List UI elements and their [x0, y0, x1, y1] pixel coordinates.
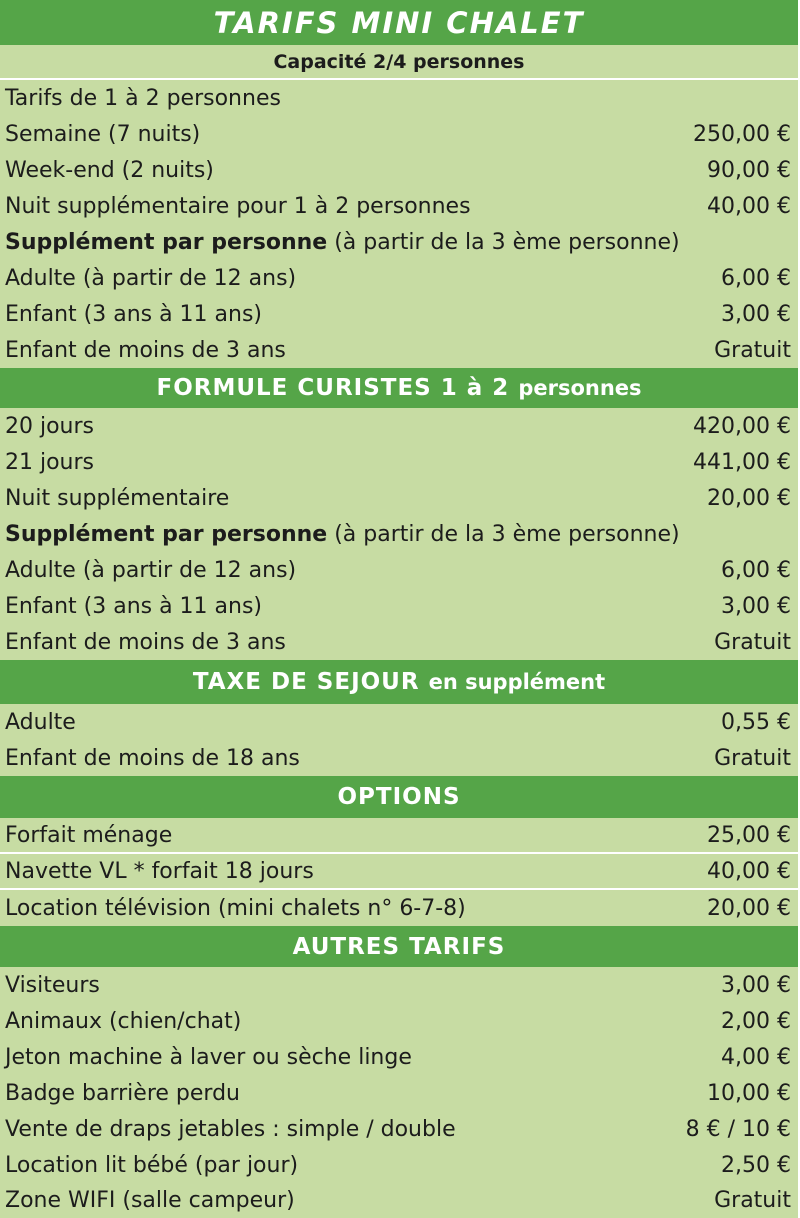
table-row [0, 116, 798, 152]
row-label: Location lit bébé (par jour) [5, 1152, 299, 1178]
row-label: Forfait ménage [5, 822, 173, 848]
row-label: Adulte [5, 709, 76, 735]
table-row [0, 260, 798, 296]
table-row [0, 152, 798, 188]
section-header-taxe [0, 660, 798, 704]
row-price: 6,00 € [721, 265, 791, 291]
table-row [0, 1003, 798, 1039]
row-label: Zone WIFI (salle campeur) [5, 1188, 295, 1213]
table-row [0, 704, 798, 740]
supplement-label [5, 230, 680, 255]
row-price: 20,00 € [707, 485, 791, 511]
table-row [0, 188, 798, 224]
table-row [0, 1147, 798, 1183]
row-price: Gratuit [714, 337, 791, 363]
row-price: 20,00 € [707, 895, 791, 921]
supplement-row [0, 516, 798, 552]
table-row [0, 967, 798, 1003]
row-label: 21 jours [5, 449, 95, 475]
table-row [0, 854, 798, 890]
row-label: 20 jours [5, 413, 95, 439]
table-row [0, 444, 798, 480]
row-label: Enfant de moins de 3 ans [5, 629, 286, 655]
row-price: 2,50 € [721, 1152, 791, 1178]
row-label: Enfant de moins de 3 ans [5, 337, 286, 363]
row-label: Nuit supplémentaire [5, 485, 230, 511]
supplement-row [0, 224, 798, 260]
row-price: 4,00 € [721, 1044, 791, 1070]
row-price: 6,00 € [721, 557, 791, 583]
supplement-label [5, 522, 680, 547]
page-title: TARIFS MINI CHALET [0, 0, 798, 45]
row-label: Animaux (chien/chat) [5, 1008, 242, 1034]
row-label: Enfant de moins de 18 ans [5, 745, 300, 771]
row-price: 8 € / 10 € [685, 1116, 791, 1142]
table-row [0, 740, 798, 776]
section-header-options: OPTIONS [0, 776, 798, 818]
table-row [0, 296, 798, 332]
row-price: 3,00 € [721, 301, 791, 327]
table-row [0, 1075, 798, 1111]
row-price: 10,00 € [707, 1080, 791, 1106]
row-label: Navette VL * forfait 18 jours [5, 858, 314, 884]
section-title: TAXE DE SEJOUR [192, 669, 429, 695]
row-price: 90,00 € [707, 157, 791, 183]
table-row [0, 408, 798, 444]
base-rate-label: Tarifs de 1 à 2 personnes [5, 85, 281, 111]
supplement-bold: Supplément par personne [5, 521, 328, 547]
row-label: Adulte (à partir de 12 ans) [5, 557, 297, 583]
row-price: Gratuit [714, 1188, 791, 1213]
section-title-suffix: en supplément [428, 670, 606, 694]
supplement-note: (à partir de la 3 ème personne) [327, 521, 680, 547]
row-price: Gratuit [714, 745, 791, 771]
base-rate-label-row [0, 80, 798, 116]
row-label: Enfant (3 ans à 11 ans) [5, 593, 263, 619]
row-price: 40,00 € [707, 193, 791, 219]
capacity-label: Capacité 2/4 personnes [0, 45, 798, 80]
row-label: Adulte (à partir de 12 ans) [5, 265, 297, 291]
section-title-suffix: personnes [518, 376, 642, 400]
row-price: 3,00 € [721, 593, 791, 619]
row-label: Enfant (3 ans à 11 ans) [5, 301, 263, 327]
row-label: Week-end (2 nuits) [5, 157, 214, 183]
table-row [0, 818, 798, 854]
supplement-bold: Supplément par personne [5, 229, 328, 255]
section-header-autres: AUTRES TARIFS [0, 926, 798, 967]
table-row [0, 1039, 798, 1075]
section-header-curistes [0, 368, 798, 408]
table-row [0, 588, 798, 624]
row-price: Gratuit [714, 629, 791, 655]
row-label: Vente de draps jetables : simple / double [5, 1116, 456, 1142]
row-price: 40,00 € [707, 858, 791, 884]
row-price: 3,00 € [721, 972, 791, 998]
row-price: 25,00 € [707, 822, 791, 848]
table-row [0, 332, 798, 368]
row-price: 420,00 € [693, 413, 791, 439]
row-price: 2,00 € [721, 1008, 791, 1034]
row-label: Jeton machine à laver ou sèche linge [5, 1044, 412, 1070]
supplement-note: (à partir de la 3 ème personne) [327, 229, 680, 255]
table-row [0, 624, 798, 660]
row-price: 0,55 € [721, 709, 791, 735]
row-price: 441,00 € [693, 449, 791, 475]
row-label: Semaine (7 nuits) [5, 121, 201, 147]
table-row [0, 1183, 798, 1218]
row-label: Badge barrière perdu [5, 1080, 240, 1106]
table-row [0, 552, 798, 588]
row-label: Location télévision (mini chalets n° 6-7-8) [5, 895, 466, 921]
table-row [0, 890, 798, 926]
table-row [0, 1111, 798, 1147]
table-row [0, 480, 798, 516]
row-label: Visiteurs [5, 972, 100, 998]
row-label: Nuit supplémentaire pour 1 à 2 personnes [5, 193, 471, 219]
row-price: 250,00 € [693, 121, 791, 147]
section-title: FORMULE CURISTES 1 à 2 [156, 375, 519, 401]
